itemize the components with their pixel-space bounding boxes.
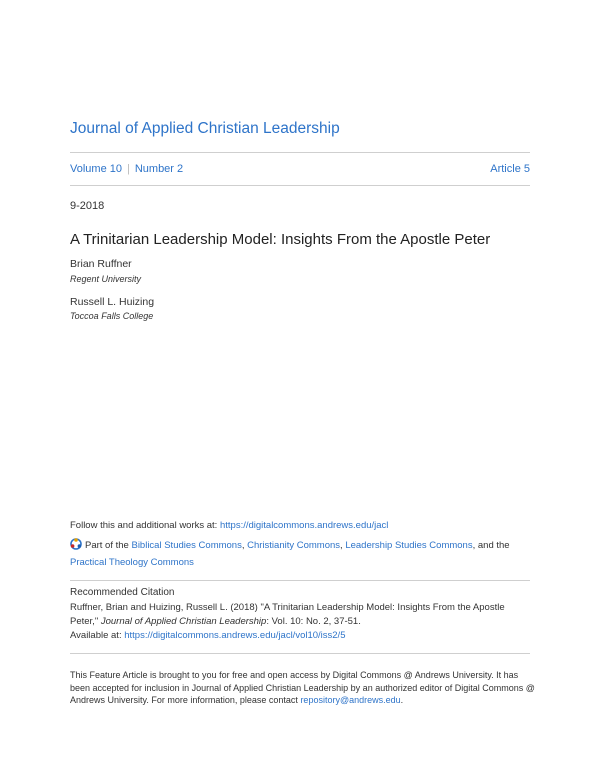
citation-text	[70, 601, 540, 643]
divider	[70, 653, 530, 654]
article-title: A Trinitarian Leadership Model: Insights From the Apostle Peter	[70, 231, 491, 248]
discipline-link[interactable]: Biblical Studies Commons	[131, 540, 242, 551]
available-label: Available at:	[70, 630, 125, 641]
footer-text: This Feature Article is brought to you for free and open access by Digital Commons @ Andrews University. It has been accepted for inclusion in Journal of Applied Christian Leadership by an authorized editor of Digital Commons @ Andrews University. For more information, please contact	[70, 670, 535, 705]
author-name: Brian Ruffner	[70, 258, 132, 270]
issue-row	[70, 163, 530, 175]
separator: |	[126, 163, 130, 175]
volume-link[interactable]: Volume 10	[70, 163, 122, 175]
separator: , and the	[472, 540, 510, 551]
footer-end: .	[400, 695, 404, 705]
part-of-line	[70, 537, 540, 571]
separator: ,	[241, 540, 248, 551]
citation-line: Peter,"	[70, 616, 101, 627]
discipline-link[interactable]: Christianity Commons	[247, 540, 341, 551]
network-icon	[70, 538, 82, 550]
divider	[70, 185, 530, 186]
discipline-link[interactable]: Practical Theology Commons	[70, 557, 194, 568]
separator: ,	[340, 540, 346, 551]
author-affiliation: Toccoa Falls College	[70, 311, 154, 321]
author-name: Russell L. Huizing	[70, 296, 155, 308]
contact-email-link[interactable]: repository@andrews.edu	[300, 695, 401, 705]
follow-line	[70, 520, 388, 531]
divider	[70, 152, 530, 153]
citation-heading: Recommended Citation	[70, 587, 175, 598]
author-affiliation: Regent University	[70, 274, 142, 284]
journal-link[interactable]: Journal of Applied Christian Leadership	[70, 120, 340, 137]
citation-line: Ruffner, Brian and Huizing, Russell L. (2018) "A Trinitarian Leadership Model: Insights From the Apostle	[70, 602, 505, 613]
article-url-link[interactable]: https://digitalcommons.andrews.edu/jacl/vol10/iss2/5	[124, 630, 346, 641]
number-link[interactable]: Number 2	[134, 163, 184, 175]
repository-link[interactable]: https://digitalcommons.andrews.edu/jacl	[219, 520, 389, 531]
divider	[70, 580, 530, 581]
citation-line: : Vol. 10: No. 2, 37-51.	[266, 616, 361, 627]
publication-date: 9-2018	[70, 200, 105, 212]
article-link[interactable]: Article 5	[490, 163, 530, 175]
part-of-prefix: Part of the	[85, 540, 132, 551]
follow-label: Follow this and additional works at:	[70, 520, 220, 531]
footer-notice	[70, 669, 540, 707]
citation-journal: Journal of Applied Christian Leadership	[100, 616, 267, 627]
discipline-link[interactable]: Leadership Studies Commons	[345, 540, 473, 551]
